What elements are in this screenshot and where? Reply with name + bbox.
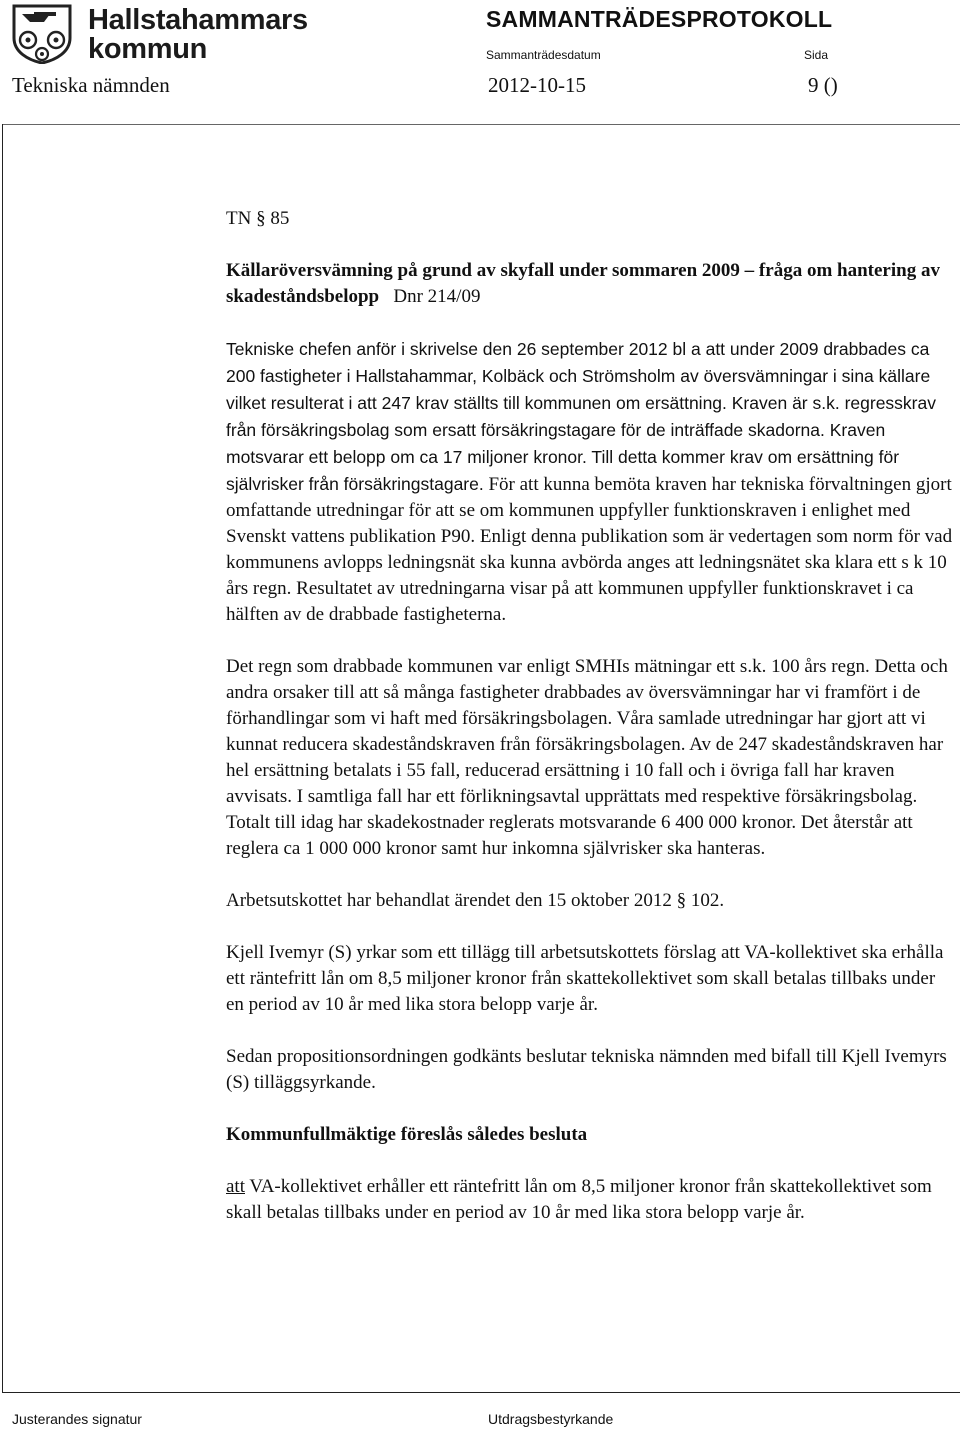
page-number: 9 () xyxy=(808,73,838,97)
paragraph-background xyxy=(226,336,954,628)
page-label: Sida xyxy=(804,48,829,62)
signature-label: Justerandes signatur xyxy=(12,1411,142,1427)
org-name-line2: kommun xyxy=(88,33,208,65)
municipality-logo xyxy=(10,4,308,65)
paragraph-decision: Sedan propositionsordningen godkänts beslutar tekniska nämnden med bifall till Kjell Ivemyrs (S) tilläggsyrkande. xyxy=(226,1046,947,1093)
org-name xyxy=(88,6,308,64)
date-label: Sammanträdesdatum xyxy=(486,48,601,62)
coat-of-arms-icon xyxy=(10,4,74,64)
decision-att: att xyxy=(226,1176,245,1197)
footer-divider xyxy=(2,1392,960,1393)
decision-heading: Kommunfullmäktige föreslås således besluta xyxy=(226,1124,588,1145)
case-title xyxy=(226,258,954,310)
extract-label: Utdragsbestyrkande xyxy=(488,1411,614,1427)
decision-proposal xyxy=(226,1174,954,1226)
protocol-body xyxy=(226,206,954,1252)
case-title-text: Källaröversvämning på grund av skyfall under sommaren 2009 – fråga om hantering av skadeståndsbelopp xyxy=(226,260,940,307)
header-divider xyxy=(2,124,960,125)
org-name-line1: Hallstahammars xyxy=(88,4,308,36)
case-number: TN § 85 xyxy=(226,208,290,229)
margin-rule xyxy=(2,124,3,1392)
committee-name: Tekniska nämnden xyxy=(12,73,170,97)
paragraph-committee-handling: Arbetsutskottet har behandlat ärendet den 15 oktober 2012 § 102. xyxy=(226,890,725,911)
case-dnr: Dnr 214/09 xyxy=(393,286,481,307)
document-title: SAMMANTRÄDESPROTOKOLL xyxy=(486,6,833,32)
meeting-date: 2012-10-15 xyxy=(488,73,586,97)
paragraph-background-part2: För att kunna bemöta kraven har tekniska förvaltningen gjort omfattande utredningar för att se om kommunen uppfyller funktionskraven i enlighet med Svenskt vattens publikation P90. Enligt denna publikation som är vedertagen som norm för vad kommunens avlopps ledningsnät ska kunna avbörda anges att ledningsnätet ska klara ett s k 10 års regn. Resultatet av utredningarna visar på att kommunen uppfyller funktionskravet i ca hälften av de drabbade fastigheterna. xyxy=(226,474,953,625)
paragraph-background-part1: Tekniske chefen anför i skrivelse den 26 september 2012 bl a att under 2009 drabbades ca 200 fastigheter i Hallstahammar, Kolbäck och Strömsholm av översvämningar i sina källare vilket resulterat i att 247 krav ställts till kommunen om ersättning. Kraven är s.k. regresskrav från försäkringsbolag som ersatt försäkringstagare för de inträffade skadorna. Kraven motsvarar ett belopp om ca 17 miljoner kronor. Till detta kommer krav om ersättning för självrisker från försäkringstagare. xyxy=(226,339,936,494)
decision-text: VA-kollektivet erhåller ett räntefritt lån om 8,5 miljoner kronor från skattekollektivet som skall betalas tillbaks under en period av 10 år med lika stora belopp varje år. xyxy=(226,1176,932,1223)
paragraph-negotiations: Det regn som drabbade kommunen var enligt SMHIs mätningar ett s.k. 100 års regn. Detta och andra orsaker till att så många fastigheter drabbades av översvämningar har vi framfört i de förhandlingar som vi haft med försäkringsbolagen. Våra samlade utredningar har gjort att vi kunnat reducera skadeståndskraven från försäkringsbolagen. Av de 247 skadeståndskraven har hel ersättning betalats i 55 fall, reducerad ersättning i 10 fall och i övriga fall har kraven avvisats. I samtliga fall har ett förlikningsavtal upprättats med respektive försäkringsbolag. Totalt till idag har skadekostnader reglerats motsvarande 6 400 000 kronor. Det återstår att reglera ca 1 000 000 kronor samt hur inkomna självrisker ska hanteras. xyxy=(226,656,948,859)
paragraph-motion: Kjell Ivemyr (S) yrkar som ett tillägg till arbetsutskottets förslag att VA-kollektivet ska erhålla ett räntefritt lån om 8,5 miljoner kronor från skattekollektivet som skall betalas tillbaks under en period av 10 år med lika stora belopp varje år. xyxy=(226,942,944,1015)
